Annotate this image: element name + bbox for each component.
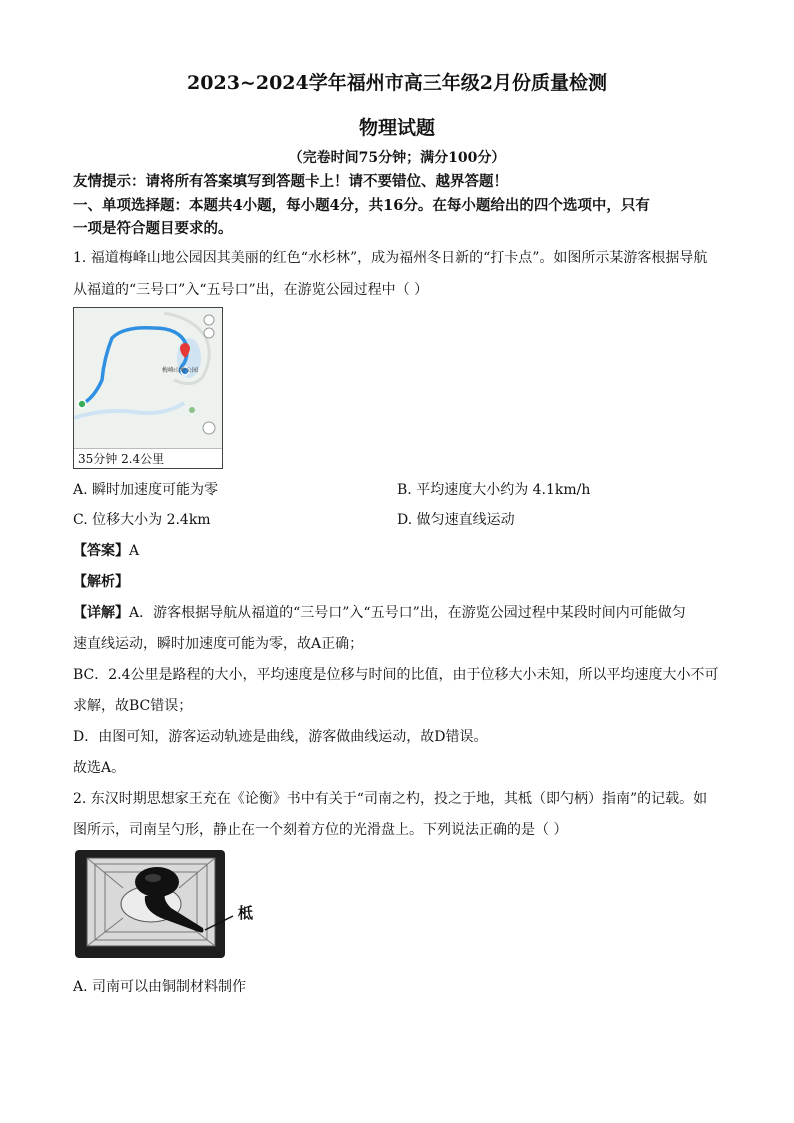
- q1-answer-line: [73, 541, 139, 561]
- q1-detail-line3: BC．2.4公里是路程的大小，平均速度是位移与时间的比值，由于位移大小未知，所以平均速度大小不可: [73, 667, 719, 683]
- q1-detail-line2: 速直线运动，瞬时加速度可能为零，故A正确；: [73, 636, 364, 652]
- q2-stem-line2: 图所示，司南呈勺形，静止在一个刻着方位的光滑盘上。下列说法正确的是（ ）: [73, 822, 568, 838]
- q1-stem-line1: 1. 福道梅峰山地公园因其美丽的红色“水杉林”，成为福州冬日新的“打卡点”。如图所示某游客根据导航: [73, 250, 708, 266]
- figure-label-handle: 柢: [238, 904, 254, 922]
- sinan-figure: [73, 848, 263, 960]
- sinan-image: [73, 848, 263, 960]
- exam-title: 2023~2024学年福州市高三年级2月份质量检测: [187, 72, 607, 94]
- map-caption: 35分钟 2.4公里: [74, 448, 222, 468]
- q1-option-b: B. 平均速度大小约为 4.1km/h: [397, 482, 591, 498]
- analysis-tag: 【解析】: [73, 574, 129, 590]
- subject-title: 物理试题: [358, 117, 435, 139]
- q1-conclusion: 故选A。: [73, 760, 126, 776]
- map-label: 梅峰山地公园: [162, 367, 199, 374]
- q1-option-c: C. 位移大小为 2.4km: [73, 512, 211, 528]
- q1-detail-line4: 求解，故BC错误；: [73, 698, 193, 714]
- route-map-image: [74, 308, 222, 448]
- q1-option-a: A. 瞬时加速度可能为零: [73, 482, 219, 498]
- q1-option-d: D. 做匀速直线运动: [397, 512, 515, 528]
- q1-stem-line2: 从福道的“三号口”入“五号口”出，在游览公园过程中（ ）: [73, 282, 429, 298]
- section1-heading-line1: 一、单项选择题：本题共4小题，每小题4分，共16分。在每小题给出的四个选项中，只有: [73, 197, 650, 214]
- detail-tag: 【详解】: [73, 605, 129, 621]
- time-note: （完卷时间75分钟；满分100分）: [288, 150, 506, 166]
- section1-heading-line2: 一项是符合题目要求的。: [73, 220, 233, 237]
- q2-option-a: A. 司南可以由铜制材料制作: [73, 979, 247, 995]
- q1-detail-line1: [73, 603, 686, 623]
- route-map-figure: [73, 307, 223, 469]
- answer-tag: 【答案】: [73, 543, 129, 559]
- q2-stem-line1: 2. 东汉时期思想家王充在《论衡》书中有关于“司南之杓，投之于地，其柢（即勺柄）指南”的记载。如: [73, 791, 708, 807]
- detail-text1: A．游客根据导航从福道的“三号口”入“五号口”出，在游览公园过程中某段时间内可能做匀: [129, 605, 686, 621]
- answer-value: A: [129, 543, 140, 559]
- reminder: 友情提示：请将所有答案填写到答题卡上！请不要错位、越界答题！: [73, 173, 508, 190]
- q1-detail-line5: D．由图可知，游客运动轨迹是曲线，游客做曲线运动，故D错误。: [73, 729, 488, 745]
